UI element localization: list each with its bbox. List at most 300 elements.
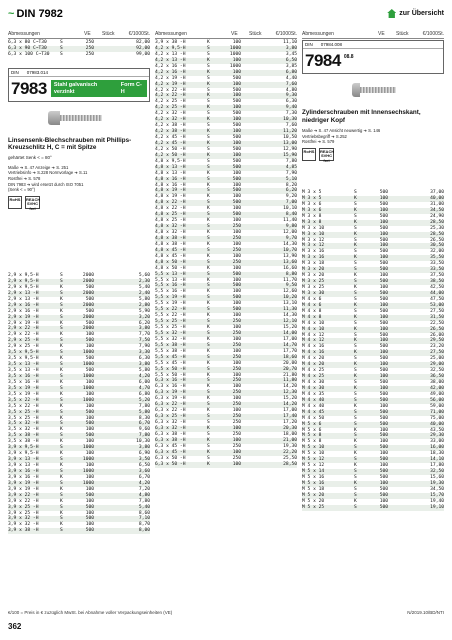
finish-badge: Stahl galvanisch verzinkt Form C-H (51, 80, 147, 97)
row-vk: K (354, 195, 357, 201)
row-qty: 2000 (82, 278, 94, 284)
row-dimension: 3,9 x 32 -H (8, 516, 39, 522)
row-qty: 100 (85, 427, 94, 433)
row-vk: K (60, 308, 63, 314)
row-vk: S (60, 350, 63, 356)
row-qty: 500 (232, 164, 241, 170)
row-vk: S (60, 397, 63, 403)
row-price: 29,00 (430, 362, 444, 368)
row-dimension: 3,9 x 13 -H (8, 463, 39, 468)
row-price: 30,50 (430, 243, 444, 249)
title-arrow-icon: ~ (8, 8, 15, 20)
din-line: DIN 07984.008 (303, 41, 443, 49)
row-vk: K (207, 81, 210, 87)
row-price: 8,70 (138, 522, 150, 528)
row-vk: K (207, 40, 210, 45)
row-dimension: 4,8 x 13 -H (155, 164, 186, 170)
row-qty: 1000 (229, 51, 241, 57)
row-dimension: 3,5 x 32 -H (8, 427, 39, 433)
row-qty: 500 (379, 296, 388, 302)
row-qty: 500 (85, 296, 94, 302)
row-vk: S (207, 247, 210, 253)
row-qty: 250 (232, 342, 241, 348)
row-dimension: 4,2 x 45 -H (155, 135, 186, 140)
row-vk: S (207, 378, 210, 384)
row-dimension: 6,3 x 22 -H (155, 408, 186, 414)
row-vk: S (354, 267, 357, 273)
row-qty: 500 (379, 261, 388, 267)
row-price: 26,50 (430, 237, 444, 243)
row-qty: 100 (379, 219, 388, 225)
row-qty: 500 (232, 176, 241, 182)
row-dimension: M 4 x 20 (302, 356, 325, 362)
row-dimension: M 5 x 20 (302, 492, 325, 498)
row-qty: 100 (232, 152, 241, 158)
row-vk: S (207, 99, 210, 105)
row-qty: 500 (85, 308, 94, 314)
row-price: 16,00 (430, 445, 444, 451)
row-vk: K (354, 207, 357, 213)
row-price: 16,60 (283, 265, 297, 271)
row-price: 11,70 (283, 277, 297, 283)
row-dimension: 5,5 x 22 -H (155, 313, 186, 319)
row-vk: K (60, 522, 63, 528)
attribute-line[interactable]: Rostfrei ➔ S. 579 (302, 139, 335, 145)
row-price: 7,90 (138, 344, 150, 350)
row-dimension: 6,3 x 45 -H (155, 443, 186, 449)
row-vk: K (354, 255, 357, 261)
row-dimension: M 4 x 25 (302, 374, 325, 380)
row-qty: 100 (232, 348, 241, 354)
row-qty: 1000 (229, 45, 241, 51)
row-vk: S (60, 278, 63, 284)
row-dimension: 4,8 x 45 -H (155, 247, 186, 253)
row-price: 7,90 (285, 170, 297, 176)
row-dimension: 4,2 x 38 -H (155, 123, 186, 129)
row-vk: K (354, 374, 357, 380)
row-price: 27,50 (430, 350, 444, 356)
row-price: 18,00 (283, 431, 297, 437)
row-dimension: M 5 x 8 (302, 439, 322, 445)
row-qty: 500 (232, 123, 241, 129)
row-dimension: M 4 x 12 (302, 338, 325, 344)
row-qty: 100 (232, 170, 241, 176)
row-price: 6,70 (138, 421, 150, 427)
row-dimension: M 4 x 12 (302, 332, 325, 338)
row-vk: S (354, 261, 357, 267)
row-vk: S (207, 235, 210, 241)
row-dimension: 2,9 x 22 -H (8, 326, 39, 332)
attribute-line[interactable]: Vertriebsinfo ➔ S.228 Normvorlage ➔ S.11 (8, 170, 88, 176)
row-vk: S (207, 63, 210, 69)
row-price: 7,50 (138, 338, 150, 344)
row-dimension: 3,9 x 16 -H (8, 474, 39, 480)
row-vk: S (207, 75, 210, 81)
product-description: Linsensenk-Blechschrauben mit Phillips-Kreuzschlitz H, C = mit Spitze (8, 136, 132, 152)
row-vk: K (207, 461, 210, 467)
row-qty: 100 (379, 480, 388, 486)
screw-image (48, 105, 104, 131)
row-vk: K (207, 194, 210, 200)
row-vk: K (207, 93, 210, 99)
row-vk: K (354, 338, 357, 344)
row-vk: K (60, 320, 63, 326)
table-row (302, 505, 444, 511)
row-dimension: M 4 x 8 (302, 314, 322, 320)
attribute-line[interactable]: Maße ➔ S. 47 Ansicht neuwertig ➔ S. 146 (302, 128, 381, 133)
row-vk: S (354, 249, 357, 255)
rohs-badge: RoHS (302, 148, 316, 161)
row-vk: K (354, 231, 357, 237)
row-qty: 2000 (82, 273, 94, 278)
product-number: 7983 (11, 78, 47, 98)
row-vk: S (354, 469, 357, 475)
table-7983 (8, 273, 150, 534)
row-price: 2,40 (138, 290, 150, 296)
row-dimension: 4,2 x 22 -H (155, 93, 186, 99)
row-vk: K (354, 427, 357, 433)
row-vk: S (354, 290, 357, 296)
row-dimension: 3,5 x 19 -H (8, 391, 39, 397)
row-vk: S (60, 504, 63, 510)
column-1 (8, 30, 150, 534)
row-price: 5,60 (138, 273, 150, 278)
row-vk: S (354, 492, 357, 498)
overview-link[interactable]: zur Übersicht (387, 9, 444, 18)
row-qty: 250 (232, 455, 241, 461)
row-vk: S (354, 504, 357, 510)
row-dimension: 3,5 x 16 -H (8, 373, 39, 379)
row-qty: 1000 (229, 63, 241, 69)
row-qty: 500 (379, 190, 388, 195)
table-7983-cont (155, 40, 297, 468)
row-qty: 100 (232, 81, 241, 87)
row-qty: 100 (232, 69, 241, 75)
row-qty: 100 (85, 522, 94, 528)
row-qty: 100 (232, 408, 241, 414)
row-qty: 100 (232, 289, 241, 295)
row-vk: K (354, 243, 357, 249)
row-dimension: 4,2 x 38 -H (155, 129, 186, 135)
row-price: 32,50 (430, 469, 444, 475)
row-qty: 2000 (82, 290, 94, 296)
row-vk: S (60, 326, 63, 332)
row-vk: K (207, 313, 210, 319)
row-price: 11,30 (283, 307, 297, 313)
row-vk: K (60, 486, 63, 492)
row-dimension: M 5 x 8 (302, 433, 322, 439)
row-qty: 100 (232, 301, 241, 307)
row-dimension: 4,2 x 16 -H (155, 69, 186, 75)
row-dimension: 6,3 x 32 -H (155, 425, 186, 431)
row-qty: 100 (232, 253, 241, 259)
row-price: 34,50 (430, 486, 444, 492)
row-dimension: 6,3 x 19 -H (155, 390, 186, 396)
row-price: 33,50 (430, 267, 444, 273)
row-vk: S (207, 455, 210, 461)
row-dimension: 3,5 x 13 -H (8, 368, 39, 373)
row-dimension: 4,2 x 19 -H (155, 81, 186, 87)
row-price: 3,60 (138, 468, 150, 474)
row-vk: S (354, 409, 357, 415)
row-vk: K (354, 439, 357, 445)
row-price: 43,50 (430, 427, 444, 433)
row-dimension: M 3 x 6 (302, 207, 322, 213)
row-price: 38,50 (430, 279, 444, 285)
row-qty: 100 (232, 461, 241, 467)
row-dimension: 4,2 x 32 -H (155, 111, 186, 117)
row-qty: 500 (85, 433, 94, 439)
row-dimension: 4,2 x 19 -H (155, 75, 186, 81)
row-price: 5,10 (285, 176, 297, 182)
row-price: 19,40 (430, 498, 444, 504)
row-qty: 100 (232, 105, 241, 111)
row-qty: 250 (232, 402, 241, 408)
row-price: 44,00 (430, 290, 444, 296)
row-qty: 100 (232, 360, 241, 366)
row-price: 11,40 (283, 218, 297, 224)
row-dimension: 6,3 x 25 -H (155, 414, 186, 420)
row-vk: S (354, 201, 357, 207)
row-vk: S (207, 330, 210, 336)
row-qty: 100 (379, 385, 388, 391)
row-qty: 500 (379, 475, 388, 480)
row-dimension: 3,9 x 19 -H (8, 486, 39, 492)
page-title: ~ DIN 7982 (8, 8, 63, 20)
row-price: 12,90 (283, 146, 297, 152)
row-price: 3,45 (285, 51, 297, 57)
row-vk: S (60, 314, 63, 320)
product-box-7983 (8, 68, 150, 102)
row-vk: K (207, 372, 210, 378)
row-qty: 500 (85, 338, 94, 344)
row-price: 33,50 (430, 261, 444, 267)
row-price: 9,70 (285, 235, 297, 241)
row-price: 3,30 (138, 350, 150, 356)
row-dimension: 3,9 x 38 -H (8, 528, 39, 534)
row-qty: 1000 (82, 480, 94, 486)
row-dimension: M 4 x 20 (302, 362, 325, 368)
row-qty: 500 (232, 295, 241, 301)
row-dimension: M 4 x 35 (302, 391, 325, 397)
row-qty: 500 (379, 380, 388, 385)
row-price: 7,70 (138, 332, 150, 338)
row-price: 42,50 (430, 285, 444, 290)
row-price: 13,60 (283, 259, 297, 265)
row-qty: 500 (379, 279, 388, 285)
row-qty: 250 (232, 319, 241, 325)
row-dimension: 3,9 x 25 -H (8, 504, 39, 510)
row-vk: K (354, 326, 357, 332)
row-dimension: M 5 x 12 (302, 457, 325, 463)
row-dimension: 2,9 x 19 -H (8, 314, 39, 320)
row-qty: 100 (85, 474, 94, 480)
row-dimension: 5,5 x 50 -H (155, 372, 186, 378)
row-vk: K (207, 230, 210, 235)
row-price: 3,20 (138, 314, 150, 320)
row-price: 6,80 (138, 391, 150, 397)
row-dimension: 4,8 x 19 -H (155, 188, 186, 194)
row-dimension: M 5 x 6 (302, 421, 322, 427)
row-dimension: 3,9 x 16 -H (8, 468, 39, 474)
row-qty: 500 (379, 213, 388, 219)
row-price: 40,00 (430, 421, 444, 427)
row-dimension: 3,5 x 13 -H (8, 362, 39, 368)
row-price: 28,50 (430, 231, 444, 237)
row-vk: S (354, 356, 357, 362)
row-price: 42,00 (430, 385, 444, 391)
row-vk: S (354, 475, 357, 480)
row-qty: 500 (379, 225, 388, 231)
row-price: 49,00 (430, 391, 444, 397)
row-qty: 100 (379, 326, 388, 332)
row-price: 8,40 (285, 212, 297, 218)
row-qty: 2000 (82, 314, 94, 320)
row-price: 13,00 (283, 140, 297, 146)
row-vk: K (60, 284, 63, 290)
column-3 (302, 30, 444, 510)
row-vk: S (207, 283, 210, 289)
row-vk: K (207, 117, 210, 123)
row-qty: 100 (379, 314, 388, 320)
row-vk: S (60, 409, 63, 415)
row-price: 12,10 (283, 319, 297, 325)
row-qty: 100 (232, 325, 241, 330)
row-vk: K (60, 379, 63, 385)
attribute-line[interactable]: Rostfrei ➔ S. 578 (8, 176, 41, 181)
row-dimension: 3,5 x 22 -H (8, 397, 39, 403)
row-qty: 100 (379, 207, 388, 213)
row-dimension: 3,5 x 22 -H (8, 403, 39, 409)
row-price: 18,30 (430, 451, 444, 457)
row-dimension: M 3 x 12 (302, 243, 325, 249)
row-dimension: 5,5 x 32 -H (155, 336, 186, 342)
row-dimension: 3,5 x 32 -H (8, 421, 39, 427)
row-dimension: M 3 x 20 (302, 267, 325, 273)
row-price: 12,00 (283, 230, 297, 235)
row-vk: K (207, 301, 210, 307)
row-qty: 100 (379, 302, 388, 308)
row-vk: K (207, 437, 210, 443)
row-dimension: M 5 x 10 (302, 445, 325, 451)
row-qty: 500 (379, 469, 388, 475)
row-dimension: 4,8 x 32 -H (155, 224, 186, 230)
row-qty: 500 (379, 486, 388, 492)
row-qty: 500 (379, 290, 388, 296)
row-vk: K (207, 253, 210, 259)
table-row (155, 462, 297, 468)
row-dimension: 5,5 x 19 -H (155, 295, 186, 301)
row-dimension: 2,9 x 9,5-H (8, 284, 39, 290)
row-qty: 500 (232, 75, 241, 81)
row-dimension: 6,3 x 45 -H (155, 449, 186, 455)
row-dimension: M 3 x 16 (302, 249, 325, 255)
attribute-line[interactable]: (Senk < = 90°) (8, 187, 36, 193)
row-dimension: M 4 x 30 (302, 380, 325, 385)
row-qty: 250 (232, 235, 241, 241)
row-vk: S (60, 480, 63, 486)
attribute-line[interactable]: Maße ➔ S. 47 Anzeige ➔ S. 251 (8, 164, 69, 170)
row-qty: 100 (379, 285, 388, 290)
row-dimension: 4,8 x 19 -H (155, 194, 186, 200)
row-vk: S (354, 213, 357, 219)
row-vk: S (207, 443, 210, 449)
row-dimension: M 5 x 16 (302, 475, 325, 480)
row-vk: S (207, 259, 210, 265)
row-vk: S (207, 111, 210, 117)
row-dimension: 5,5 x 50 -H (155, 366, 186, 372)
screw-image (352, 77, 408, 103)
reach-badge: REACH SVHC frei (26, 196, 41, 211)
row-qty: 100 (232, 57, 241, 63)
row-dimension: M 3 x 12 (302, 237, 325, 243)
row-price: 33,00 (430, 439, 444, 445)
row-vk: K (354, 403, 357, 409)
row-price: 3,80 (138, 362, 150, 368)
row-vk: K (354, 350, 357, 356)
row-price: 6,50 (138, 463, 150, 468)
row-vk: S (354, 308, 357, 314)
row-qty: 1000 (82, 445, 94, 451)
row-vk: K (60, 356, 63, 362)
row-price: 3,80 (285, 45, 297, 51)
row-price: 26,00 (430, 332, 444, 338)
attribute-line[interactable]: Vertriebsbegriff ➔ S.252 (302, 133, 347, 139)
row-vk: K (60, 463, 63, 468)
row-qty: 100 (232, 230, 241, 235)
attribute-line[interactable]: DIN 7983 ➔ wird ersetzt durch ISO 7051 (8, 181, 84, 187)
column-header: Abmessungen VE Stück €/1000St. (8, 31, 150, 37)
row-dimension: 5,5 x 13 -H (155, 271, 186, 277)
row-dimension: 3,9 x 25 -H (8, 510, 39, 516)
row-dimension: M 3 x 25 (302, 279, 325, 285)
row-vk: S (60, 385, 63, 391)
row-price: 37,00 (430, 190, 444, 195)
row-price: 3,80 (138, 445, 150, 451)
row-vk: K (207, 218, 210, 224)
row-qty: 100 (232, 265, 241, 271)
row-dimension: 6,3 x 22 -H (155, 402, 186, 408)
row-dimension: M 3 x 25 (302, 285, 325, 290)
row-price: 38,00 (430, 380, 444, 385)
row-dimension: 4,2 x 25 -H (155, 105, 186, 111)
row-price: 31,50 (430, 314, 444, 320)
row-price: 9,20 (285, 194, 297, 200)
row-price: 10,70 (283, 247, 297, 253)
row-qty: 100 (232, 182, 241, 188)
row-qty: 100 (232, 93, 241, 99)
row-dimension: 3,9 x 22 -H (8, 492, 39, 498)
row-dimension: 4,2 x 13 -H (155, 51, 186, 57)
row-dimension: 2,9 x 25 -H (8, 338, 39, 344)
row-qty: 500 (379, 267, 388, 273)
row-dimension: 4,8 x 9,5-H (155, 158, 186, 164)
row-price: 6,00 (138, 379, 150, 385)
row-qty: 100 (232, 241, 241, 247)
row-price: 71,00 (430, 409, 444, 415)
row-dimension: 4,8 x 16 -H (155, 176, 186, 182)
row-price: 11,20 (283, 129, 297, 135)
row-dimension: M 3 x 8 (302, 213, 322, 219)
row-qty: 100 (379, 338, 388, 344)
row-dimension: M 4 x 40 (302, 397, 325, 403)
row-dimension: 4,8 x 38 -H (155, 241, 186, 247)
row-dimension: 3,5 x 9,5-H (8, 356, 39, 362)
row-price: 15,60 (430, 475, 444, 480)
row-qty: 500 (379, 433, 388, 439)
row-qty: 500 (379, 368, 388, 374)
row-dimension: 2,9 x 16 -H (8, 302, 39, 308)
